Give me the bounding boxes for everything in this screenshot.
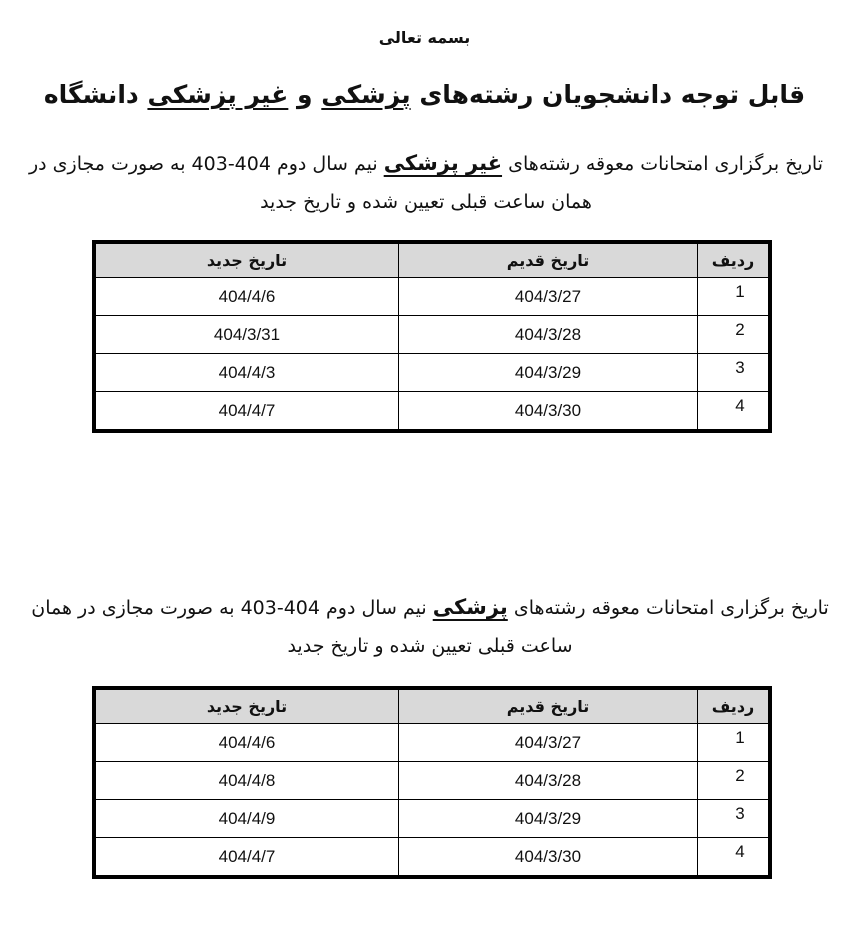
table-row bbox=[94, 316, 770, 354]
section2-intro bbox=[14, 588, 846, 665]
row-number: 4 bbox=[698, 392, 771, 432]
new-date: 404/4/6 bbox=[94, 278, 399, 316]
title-medical: پزشکی bbox=[321, 80, 411, 109]
old-date: 404/3/28 bbox=[399, 316, 698, 354]
table-row bbox=[94, 838, 770, 878]
title-text: قابل توجه دانشجویان رشته‌های bbox=[410, 80, 806, 109]
non-medical-exam-table bbox=[92, 240, 772, 433]
col-row-number: ردیف bbox=[698, 242, 771, 278]
new-date: 404/4/3 bbox=[94, 354, 399, 392]
old-date: 404/3/29 bbox=[399, 354, 698, 392]
row-number: 1 bbox=[698, 278, 771, 316]
title-university: دانشگاه bbox=[43, 80, 148, 109]
old-date: 404/3/28 bbox=[399, 762, 698, 800]
old-date: 404/3/30 bbox=[399, 392, 698, 432]
new-date: 404/3/31 bbox=[94, 316, 399, 354]
title-and: و bbox=[288, 80, 322, 109]
row-number: 1 bbox=[698, 724, 771, 762]
old-date: 404/3/30 bbox=[399, 838, 698, 878]
old-date: 404/3/27 bbox=[399, 724, 698, 762]
row-number: 2 bbox=[698, 762, 771, 800]
col-new-date: تاریخ جدید bbox=[94, 688, 399, 724]
section1-intro bbox=[20, 144, 832, 221]
new-date: 404/4/9 bbox=[94, 800, 399, 838]
new-date: 404/4/7 bbox=[94, 838, 399, 878]
new-date: 404/4/8 bbox=[94, 762, 399, 800]
table-row bbox=[94, 762, 770, 800]
row-number: 3 bbox=[698, 354, 771, 392]
table-header-row bbox=[94, 688, 770, 724]
table-row bbox=[94, 278, 770, 316]
intro-text: نیم سال دوم 404-403 به صورت مجازی در همان ساعت قبلی تعیین شده و تاریخ جدید bbox=[28, 153, 592, 213]
row-number: 2 bbox=[698, 316, 771, 354]
intro-text: نیم سال دوم 404-403 به صورت مجازی در همان ساعت قبلی تعیین شده و تاریخ جدید bbox=[31, 597, 573, 657]
medical-exam-table bbox=[92, 686, 772, 879]
table-row bbox=[94, 800, 770, 838]
old-date: 404/3/27 bbox=[399, 278, 698, 316]
intro-highlight: غیر پزشکی bbox=[383, 151, 503, 175]
intro-text: تاریخ برگزاری امتحانات معوقه رشته‌های bbox=[507, 597, 829, 619]
col-new-date: تاریخ جدید bbox=[94, 242, 399, 278]
table-row bbox=[94, 354, 770, 392]
intro-text: تاریخ برگزاری امتحانات معوقه رشته‌های bbox=[502, 153, 824, 175]
table-row bbox=[94, 724, 770, 762]
col-row-number: ردیف bbox=[698, 688, 771, 724]
old-date: 404/3/29 bbox=[399, 800, 698, 838]
bismillah-heading: بسمه تعالی bbox=[378, 28, 471, 47]
table-row bbox=[94, 392, 770, 432]
col-old-date: تاریخ قدیم bbox=[399, 242, 698, 278]
title-non-medical: غیر پزشکی bbox=[147, 80, 289, 109]
new-date: 404/4/7 bbox=[94, 392, 399, 432]
intro-highlight: پزشکی bbox=[432, 595, 508, 619]
page-title bbox=[0, 80, 849, 109]
table-header-row bbox=[94, 242, 770, 278]
new-date: 404/4/6 bbox=[94, 724, 399, 762]
row-number: 4 bbox=[698, 838, 771, 878]
col-old-date: تاریخ قدیم bbox=[399, 688, 698, 724]
row-number: 3 bbox=[698, 800, 771, 838]
